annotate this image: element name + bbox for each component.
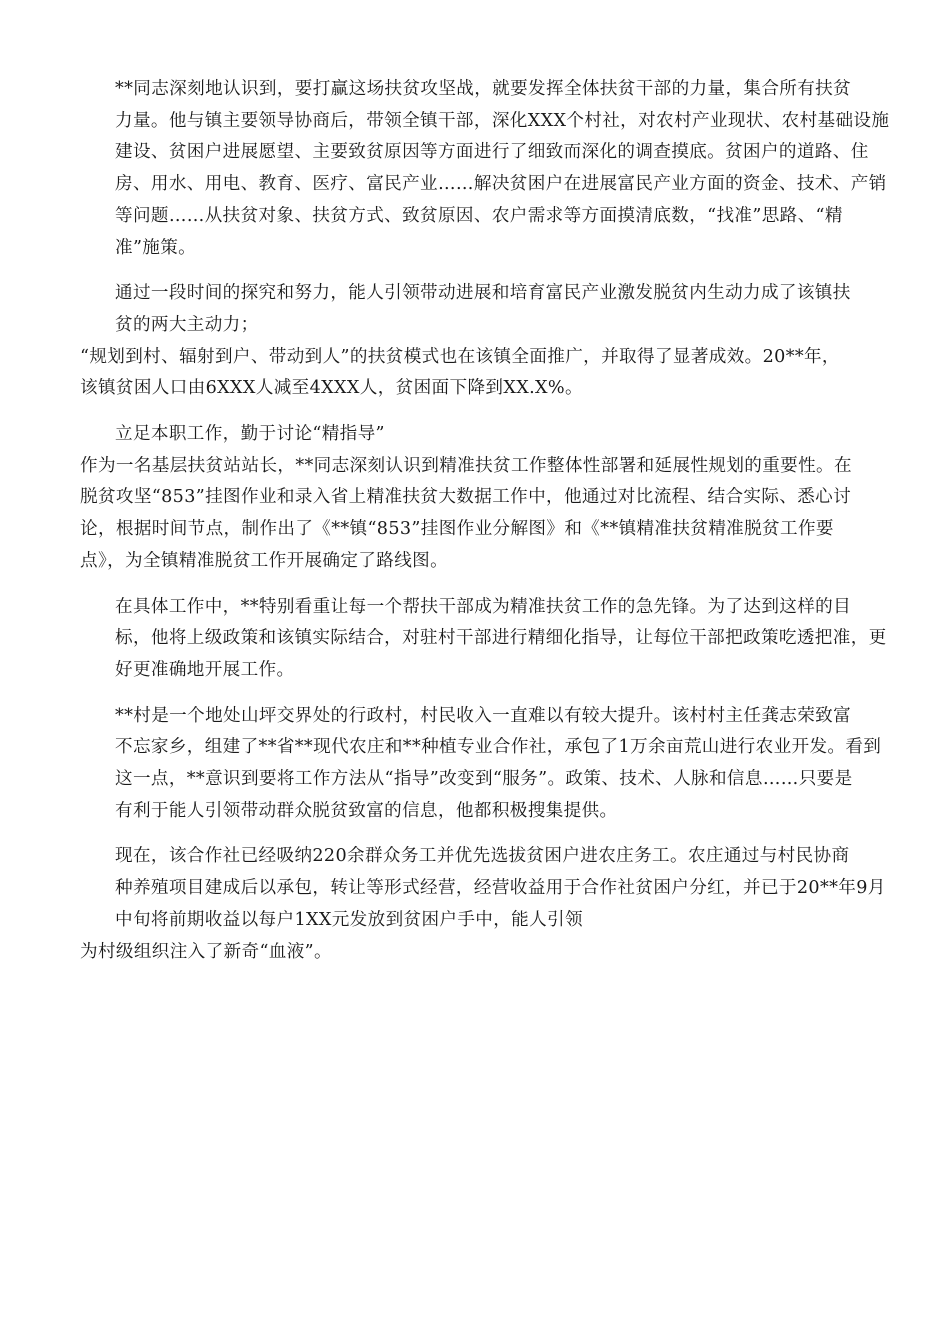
text-line: 现在，该合作社已经吸纳220余群众务工并优先选拔贫困户进农庄务工。农庄通过与村民协商 [115,846,850,867]
text-line: 中旬将前期收益以每户1XX元发放到贫困户手中，能人引领 [115,909,583,930]
document-page [80,74,890,968]
paragraph-3 [80,342,870,405]
text-line: “规划到村、辐射到户、带动到人”的扶贫模式也在该镇全面推广，并取得了显著成效。20**年， [80,346,840,367]
text-line: 力量。他与镇主要领导协商后，带领全镇干部，深化XXX个村社，对农村产业现状、农村基础设施 [115,110,890,131]
text-line: 论，根据时间节点，制作出了《**镇“853”挂图作业分解图》和《**镇精准扶贫精准脱贫工作要 [80,519,834,540]
paragraph-8 [80,937,870,969]
text-line: 这一点，**意识到要将工作方法从“指导”改变到“服务”。政策、技术、人脉和信息……只要是 [115,769,853,790]
text-line: 种养殖项目建成后以承包，转让等形式经营，经营收益用于合作社贫困户分红，并已于20**年9月 [115,878,886,899]
text-line: 建设、贫困户进展愿望、主要致贫原因等方面进行了细致而深化的调查摸底。贫困户的道路、住 [115,142,869,163]
text-line: **同志深刻地认识到，要打赢这场扶贫攻坚战，就要发挥全体扶贫干部的力量，集合所有扶贫 [115,79,852,99]
text-line: 准”施策。 [115,237,197,258]
text-line: 不忘家乡，组建了**省**现代农庄和**种植专业合作社，承包了1万余亩荒山进行农业开发。看到 [115,737,882,758]
text-line: 为村级组织注入了新奇“血液”。 [80,941,332,962]
text-line: 作为一名基层扶贫站站长，**同志深刻认识到精准扶贫工作整体性部署和延展性规划的重要性。在 [80,455,852,476]
text-line: 通过一段时间的探究和努力，能人引领带动进展和培育富民产业激发脱贫内生动力成了该镇扶 [115,283,851,304]
text-line: 脱贫攻坚“853”挂图作业和录入省上精准扶贫大数据工作中，他通过对比流程、结合实际、悉心讨 [80,487,852,508]
text-line: 标，他将上级政策和该镇实际结合，对驻村干部进行精细化指导，让每位干部把政策吃透把准，更 [115,628,887,649]
paragraph-4 [80,451,870,578]
text-line: 在具体工作中，**特别看重让每一个帮扶干部成为精准扶贫工作的急先锋。为了达到这样的目 [115,596,852,617]
text-line: 该镇贫困人口由6XXX人减至4XXX人，贫困面下降到XX.X%。 [80,378,583,399]
text-line: 房、用水、用电、教育、医疗、富民产业……解决贫困户在进展富民产业方面的资金、技术、产销 [115,174,887,195]
text-line: 立足本职工作，勤于讨论“精指导” [115,424,385,445]
text-line: 有利于能人引领带动群众脱贫致富的信息，他都积极搜集提供。 [115,800,618,821]
text-line: 点》，为全镇精准脱贫工作开展确定了路线图。 [80,550,449,571]
paragraph-5 [80,592,887,687]
section-heading [80,419,870,451]
paragraph-2 [80,278,870,341]
paragraph-1 [80,74,890,264]
paragraph-6 [80,701,882,828]
text-line: **村是一个地处山坪交界处的行政村，村民收入一直难以有较大提升。该村村主任龚志荣致富 [115,705,852,726]
text-line: 等问题……从扶贫对象、扶贫方式、致贫原因、农户需求等方面摸清底数，“找准”思路、“精 [115,205,843,226]
paragraph-7 [80,841,886,936]
text-line: 贫的两大主动力； [115,314,259,335]
text-line: 好更准确地开展工作。 [115,659,295,680]
